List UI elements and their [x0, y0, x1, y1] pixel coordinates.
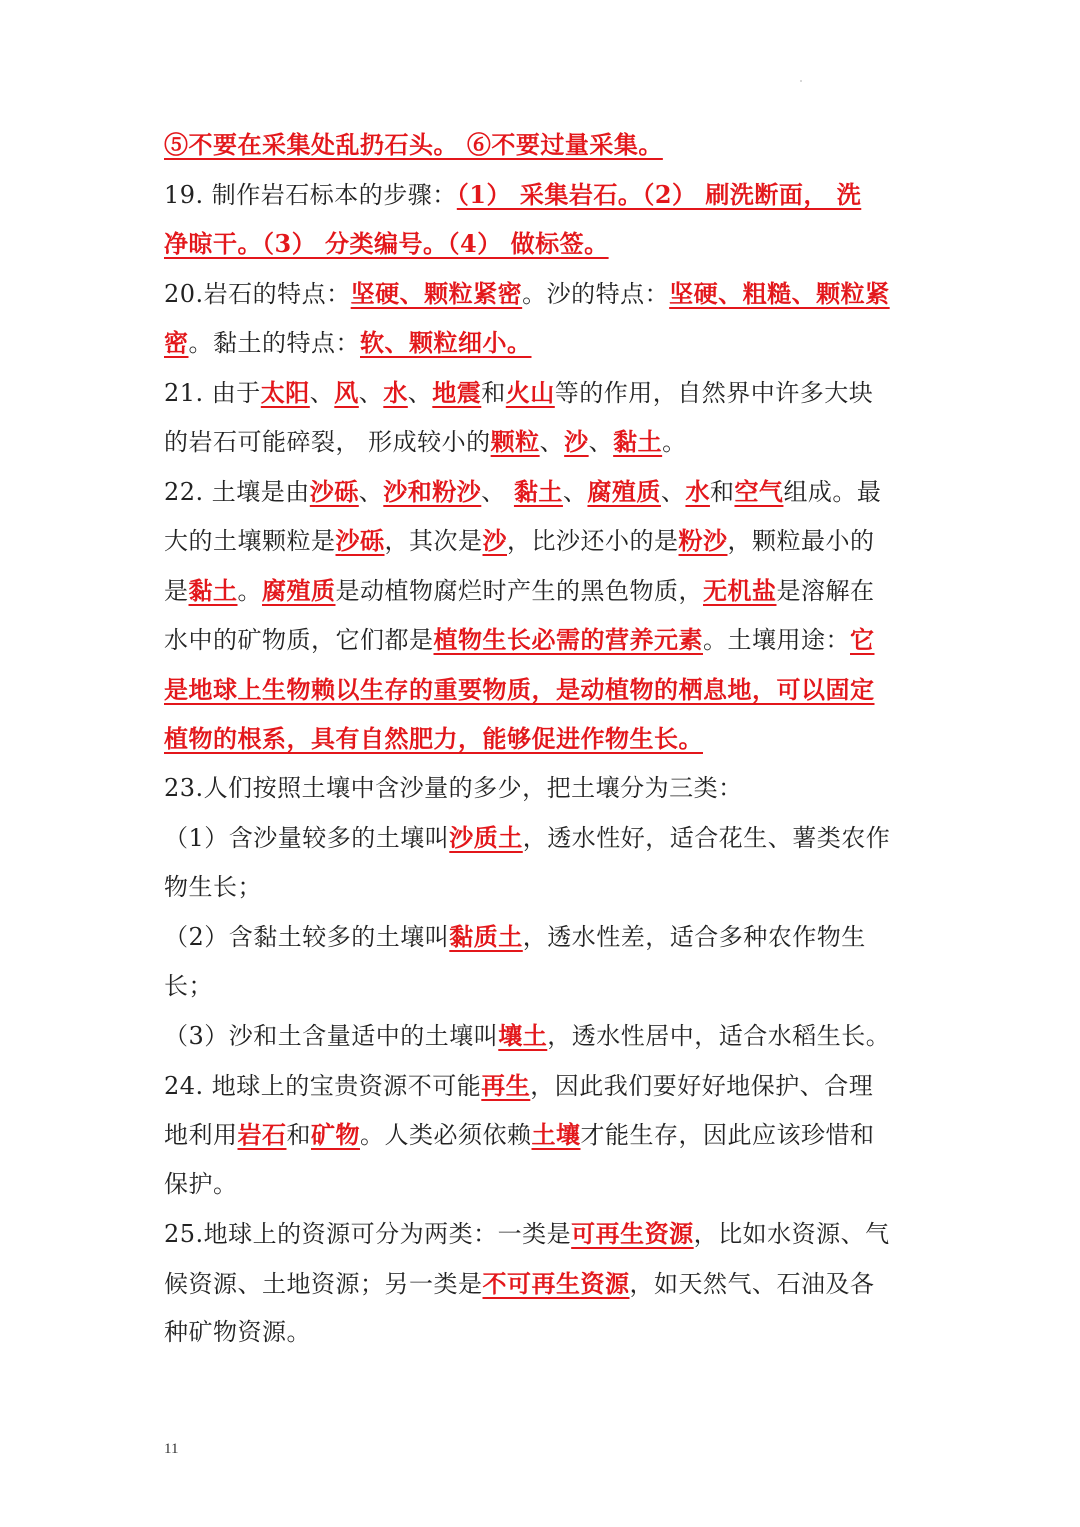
body-text: 21. 由于 — [164, 378, 261, 407]
answer-text: 坚硬、粗糙、颗粒紧 — [669, 278, 890, 308]
answer-text: 沙砾 — [335, 526, 385, 555]
text-line — [164, 318, 916, 368]
answer-text: 坚硬、颗粒紧密 — [350, 278, 523, 308]
body-text: ，因此我们要好好地保护、合理 — [530, 1071, 874, 1100]
answer-text: 再生 — [481, 1070, 531, 1100]
body-text: 23.人们按照土壤中含沙量的多少，把土壤分为三类： — [164, 773, 743, 802]
body-text: （1）含沙量较多的土壤叫 — [164, 824, 450, 852]
body-text: 、 — [358, 378, 384, 407]
answer-text: 植物生长必需的营养元素 — [433, 625, 703, 654]
answer-text: 黏质土 — [449, 922, 523, 951]
answer-text: 空气 — [734, 476, 784, 506]
text-line — [164, 566, 916, 616]
text-line — [164, 1259, 916, 1309]
body-text: 保护。 — [164, 1169, 238, 1198]
body-text: 19. 制作岩石标本的步骤： — [164, 180, 457, 209]
answer-text: 软、颗粒细小。 — [360, 328, 532, 357]
body-text: 地利用 — [164, 1121, 238, 1149]
body-text: 。 — [662, 428, 687, 456]
answer-text: 水 — [685, 476, 710, 506]
body-text: ，透水性好，适合花生、薯类农作 — [522, 824, 891, 852]
answer-text: 壤土 — [498, 1021, 548, 1050]
body-text: 。沙的特点： — [522, 279, 670, 308]
body-text: 、 — [481, 477, 514, 506]
answer-text: 植物的根系，具有自然肥力，能够促进作物生长。 — [164, 724, 703, 753]
text-line — [164, 813, 916, 863]
answer-text: 无机盐 — [703, 575, 777, 605]
body-text: 、 — [562, 477, 588, 506]
text-line — [164, 665, 916, 715]
text-line — [164, 417, 916, 467]
text-line — [164, 764, 916, 814]
body-text: ，比如水资源、气 — [693, 1220, 890, 1248]
body-text: ，如天然气、石油及各 — [629, 1269, 875, 1298]
answer-text: 沙和粉沙 — [383, 476, 482, 506]
body-text: 和 — [709, 477, 735, 506]
text-line — [164, 714, 916, 764]
text-line — [164, 1209, 916, 1259]
body-text: ，颗粒最小的 — [727, 527, 875, 555]
text-line — [164, 120, 916, 170]
body-text: 候资源、土地资源；另一类是 — [164, 1269, 483, 1298]
body-text: ，其次是 — [384, 527, 483, 555]
body-text: 、 — [309, 378, 335, 407]
scan-speck — [800, 80, 802, 82]
body-text: 。黏土的特点： — [188, 329, 360, 357]
answer-text: 粉沙 — [678, 526, 728, 555]
answer-text: 颗粒 — [490, 427, 540, 456]
body-text: 是溶解在 — [776, 576, 875, 605]
answer-text: 腐殖质 — [262, 575, 336, 605]
answer-text: 是地球上生物赖以生存的重要物质，是动植物的栖息地，可以固定 — [164, 674, 875, 704]
answer-text: 岩石 — [237, 1120, 287, 1149]
body-text: 20.岩石的特点： — [164, 279, 351, 308]
answer-text: 它 — [850, 625, 875, 654]
answer-text: 土壤 — [531, 1120, 581, 1149]
answer-text: 密 — [164, 328, 189, 357]
text-line — [164, 269, 916, 319]
answer-text: 风 — [334, 377, 359, 407]
answer-text: 黏土 — [188, 575, 238, 605]
answer-text: 沙砾 — [309, 476, 359, 506]
answer-text: 沙 — [482, 526, 507, 555]
page-number: 11 — [164, 1441, 179, 1457]
text-line — [164, 368, 916, 418]
answer-text: 火山 — [505, 377, 555, 407]
body-text: （2）含黏土较多的土壤叫 — [164, 923, 450, 951]
answer-text: 太阳 — [260, 377, 310, 407]
body-text: （3）沙和土含量适中的土壤叫 — [164, 1022, 499, 1050]
answer-text: 腐殖质 — [587, 476, 661, 506]
answer-text: 沙 — [564, 427, 589, 456]
body-text: 、 — [358, 477, 384, 506]
body-text: 。土壤用途： — [703, 626, 850, 654]
body-text: 22. 土壤是由 — [164, 477, 310, 506]
body-text: 和 — [286, 1121, 311, 1149]
answer-text: 地震 — [432, 377, 482, 407]
text-line — [164, 912, 916, 962]
notes-body — [164, 120, 916, 1358]
body-text: 大的土壤颗粒是 — [164, 527, 336, 555]
text-line — [164, 962, 916, 1012]
text-line — [164, 1061, 916, 1111]
answer-text: 沙质土 — [449, 823, 523, 852]
answer-text: ⑤不要在采集处乱扔石头。 ⑥不要过量采集。 — [164, 130, 663, 159]
body-text: 。人类必须依赖 — [360, 1121, 532, 1149]
answer-text: 净晾干。（3） 分类编号。（4） 做标签。 — [164, 229, 609, 258]
body-text: ，透水性居中，适合水稻生长。 — [547, 1022, 891, 1050]
text-line — [164, 170, 916, 220]
body-text: 、 — [407, 378, 433, 407]
body-text: 、 — [660, 477, 686, 506]
body-text: 组成。最 — [783, 477, 882, 506]
body-text: ，透水性差，适合多种农作物生 — [522, 923, 866, 951]
body-text: 才能生存，因此应该珍惜和 — [580, 1121, 875, 1149]
text-line — [164, 615, 916, 665]
body-text: 、 — [588, 428, 614, 456]
body-text: 和 — [481, 378, 506, 407]
answer-text: （1） 采集岩石。（2） 刷洗断面， 洗 — [456, 179, 862, 209]
body-text: 是 — [164, 576, 189, 605]
text-line — [164, 863, 916, 913]
text-line — [164, 1011, 916, 1061]
body-text: 物生长； — [164, 872, 262, 901]
answer-text: 可再生资源 — [571, 1219, 694, 1248]
body-text: 水中的矿物质，它们都是 — [164, 626, 434, 654]
answer-text: 矿物 — [311, 1120, 360, 1149]
body-text: 长； — [164, 971, 213, 1000]
body-text: 等的作用，自然界中许多大块 — [554, 378, 874, 407]
answer-text: 黏土 — [513, 476, 563, 506]
body-text: 24. 地球上的宝贵资源不可能 — [164, 1071, 482, 1100]
answer-text: 水 — [383, 377, 408, 407]
body-text: 是动植物腐烂时产生的黑色物质， — [335, 576, 703, 605]
answer-text: 黏土 — [613, 427, 663, 456]
body-text: 的岩石可能碎裂， 形成较小的 — [164, 428, 491, 456]
body-text: ，比沙还小的是 — [507, 527, 679, 555]
text-line — [164, 1160, 916, 1210]
body-text: 、 — [539, 428, 565, 456]
body-text: 种矿物资源。 — [164, 1318, 311, 1346]
text-line — [164, 1308, 916, 1358]
text-line — [164, 1110, 916, 1160]
body-text: 25.地球上的资源可分为两类：一类是 — [164, 1220, 572, 1248]
text-line — [164, 219, 916, 269]
text-line — [164, 516, 916, 566]
answer-text: 不可再生资源 — [482, 1268, 630, 1298]
text-line — [164, 467, 916, 517]
body-text: 。 — [237, 576, 262, 605]
